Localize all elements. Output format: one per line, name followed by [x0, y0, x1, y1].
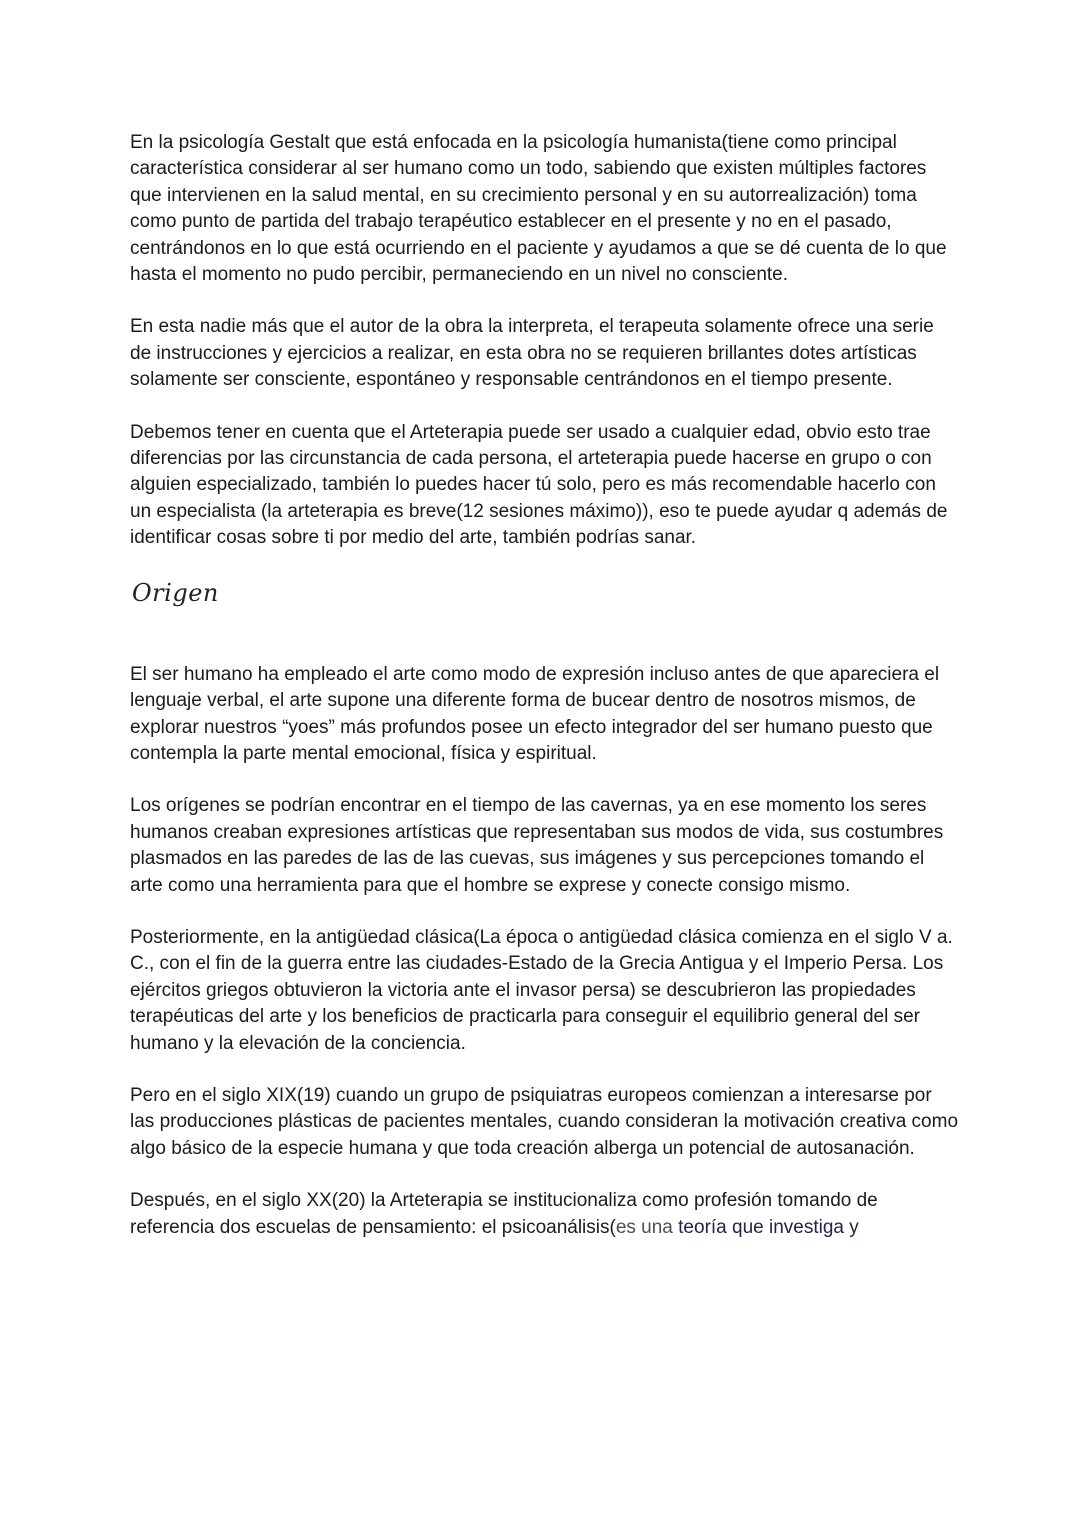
document-body: [130, 130, 960, 1267]
paragraph-caverns: Los orígenes se podrían encontrar en el tiempo de las cavernas, ya en ese momento los seres humanos creaban expresiones artísticas que representaban sus modos de vida, sus costumbres plasmados en las paredes de las de las cuevas, sus imágenes y sus percepciones tomando el arte como una herramienta para que el hombre se exprese y conecte consigo mismo.: [130, 795, 944, 896]
paragraph-any-age: Debemos tener en cuenta que el Arteterapia puede ser usado a cualquier edad, obvio esto trae diferencias por las circunstancia de cada persona, el arteterapia puede hacerse en grupo o con alguien especializado, también lo puedes hacer tú solo, pero es más recomendable hacerlo con un especialista (la arteterapia es breve(12 sesiones máximo)), eso te puede ayudar q además de identificar cosas sobre ti por medio del arte, también podrías sanar.: [130, 421, 948, 549]
paragraph-twentieth-century: [130, 1188, 960, 1241]
paragraph-twentieth-century-dark: teoría que investiga y: [678, 1216, 859, 1238]
paragraph-twentieth-century-main: Después, en el siglo XX(20) la Arteterapia se institucionaliza como profesión tomando de referencia dos escuelas de pensamiento: el psicoanálisis(: [130, 1190, 878, 1238]
paragraph-nineteenth-century: Pero en el siglo XIX(19) cuando un grupo de psiquiatras europeos comienzan a interesarse por las producciones plásticas de pacientes mentales, cuando consideran la motivación creativa como algo básico de la especie humana y que toda creación alberga un potencial de autosanación.: [130, 1084, 959, 1159]
paragraph-classical-antiquity: Posteriormente, en la antigüedad clásica(La época o antigüedad clásica comienza en el siglo V a. C., con el fin de la guerra entre las ciudades-Estado de la Grecia Antigua y el Imperio Persa. Los ejércitos griegos obtuvieron la victoria ante el invasor persa) se descubrieron las propiedades terapéuticas del arte y los beneficios de practicarla para conseguir el equilibrio general del ser humano y la elevación de la conciencia.: [130, 926, 953, 1054]
paragraph-twentieth-century-muted: es una: [615, 1216, 679, 1238]
paragraph-gestalt: En la psicología Gestalt que está enfocada en la psicología humanista(tiene como principal característica considerar al ser humano como un todo, sabiendo que existen múltiples factores que intervienen en la salud mental, en su crecimiento personal y en su autorrealización) toma como punto de partida del trabajo terapéutico establecer en el presente y no en el pasado, centrándonos en lo que está ocurriendo en el paciente y ayudamos a que se dé cuenta de lo que hasta el momento no pudo percibir, permaneciendo en un nivel no consciente.: [130, 132, 947, 286]
paragraph-human-expression: El ser humano ha empleado el arte como modo de expresión incluso antes de que apareciera el lenguaje verbal, el arte supone una diferente forma de bucear dentro de nosotros mismos, de explorar nuestros “yoes” más profundos posee un efecto integrador del ser humano puesto que contempla la parte mental emocional, física y espiritual.: [130, 663, 940, 764]
section-heading-origen: Origen: [132, 578, 219, 607]
paragraph-author-interprets: En esta nadie más que el autor de la obra la interpreta, el terapeuta solamente ofrece una serie de instrucciones y ejercicios a realizar, en esta obra no se requieren brillantes dotes artísticas solamente ser consciente, espontáneo y responsable centrándonos en el tiempo presente.: [130, 316, 934, 391]
